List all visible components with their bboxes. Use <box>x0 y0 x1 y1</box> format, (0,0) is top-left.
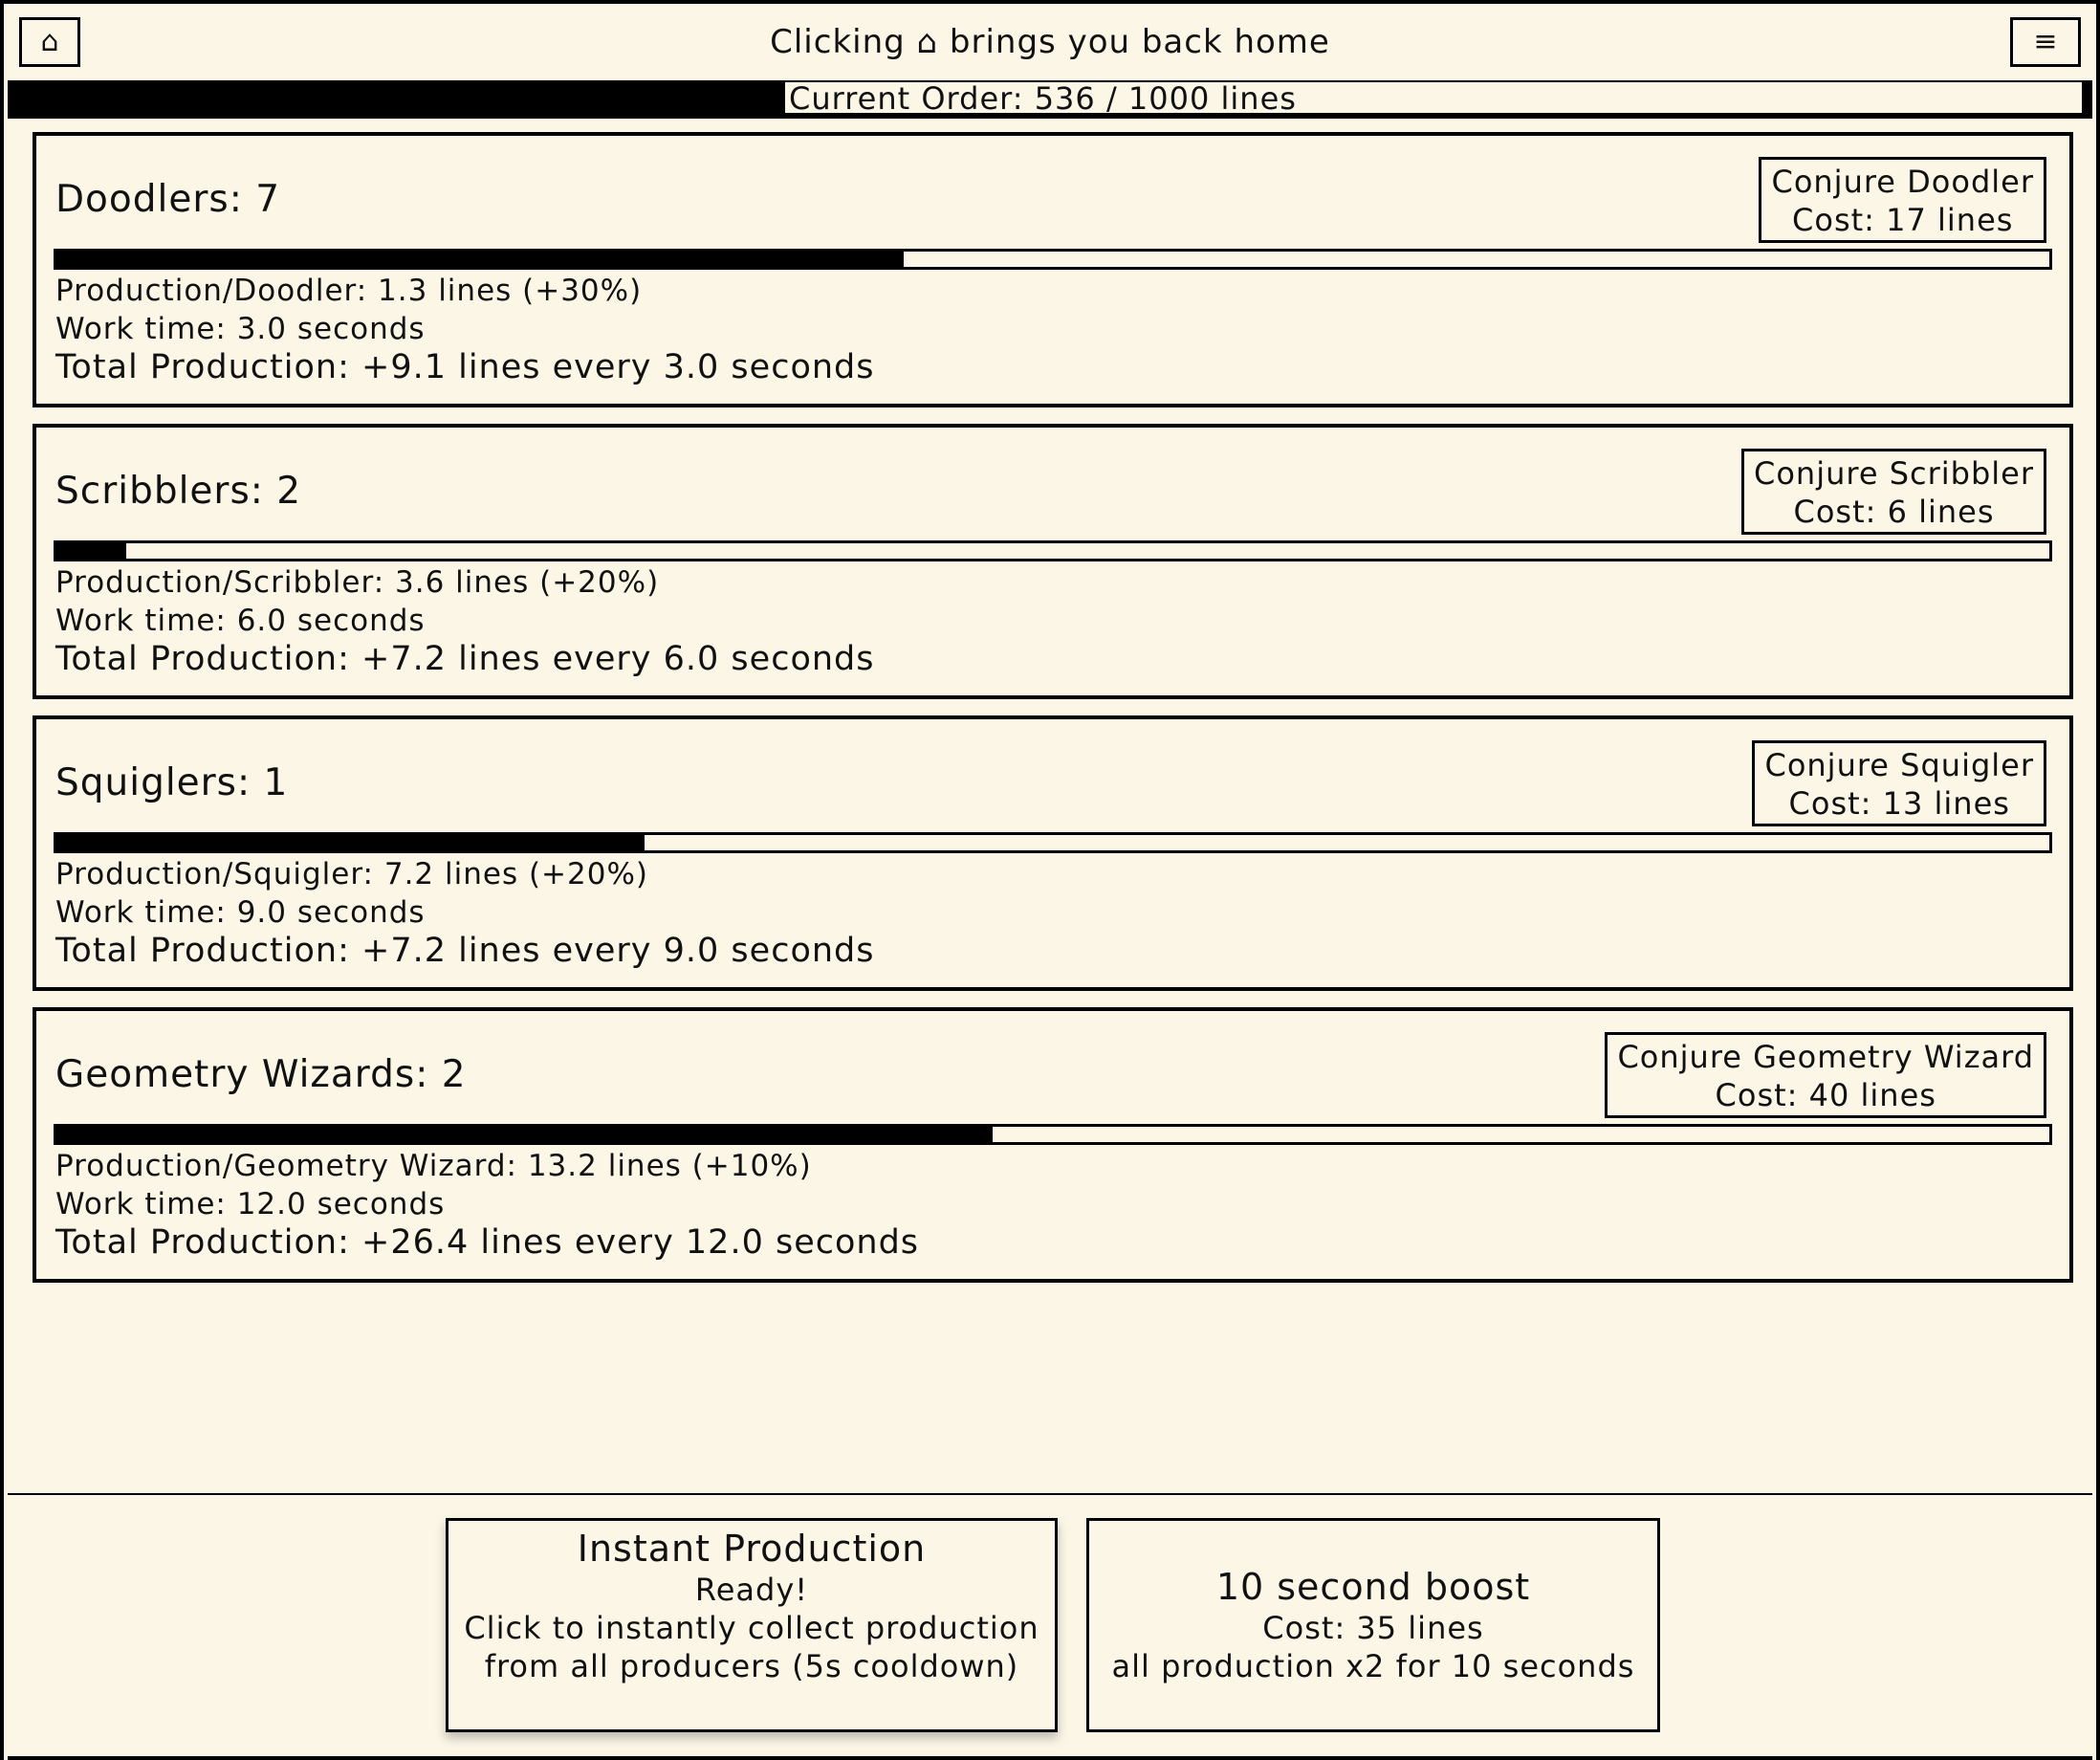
work-time: Work time: 6.0 seconds <box>55 604 426 638</box>
total-production: Total Production: +26.4 lines every 12.0 seconds <box>55 1223 920 1262</box>
total-production: Total Production: +7.2 lines every 9.0 seconds <box>55 932 875 970</box>
producer-card-scribblers <box>33 424 2073 699</box>
action-title: Instant Production <box>577 1528 927 1570</box>
producer-list <box>33 132 2073 1299</box>
menu-button[interactable] <box>2010 17 2081 67</box>
conjure-squigler-button[interactable] <box>1752 740 2046 826</box>
total-production: Total Production: +7.2 lines every 6.0 seconds <box>55 640 875 678</box>
order-box <box>782 80 2085 116</box>
bottom-border <box>8 1756 2092 1760</box>
buy-button-cost: Cost: 6 lines <box>1793 494 1995 530</box>
buy-button-cost: Cost: 17 lines <box>1792 202 2014 238</box>
buy-button-cost: Cost: 40 lines <box>1715 1077 1936 1113</box>
producer-card-geometry-wizards <box>33 1007 2073 1283</box>
work-time: Work time: 12.0 seconds <box>55 1187 446 1221</box>
producer-title: Doodlers: 7 <box>55 178 281 221</box>
work-progress-bar <box>54 1124 2052 1145</box>
work-progress-bar <box>54 540 2052 561</box>
work-progress-fill <box>56 543 126 559</box>
top-bar <box>8 8 2092 78</box>
buy-button-label: Conjure Squigler <box>1764 747 2034 783</box>
buy-button-label: Conjure Geometry Wizard <box>1617 1039 2034 1075</box>
producer-title: Squiglers: 1 <box>55 761 289 804</box>
instant-production-button[interactable] <box>446 1518 1058 1732</box>
action-description: Click to instantly collect production from all producers (5s cooldown) <box>464 1610 1039 1684</box>
conjure-geometry-wizard-button[interactable] <box>1605 1032 2046 1118</box>
work-progress-fill <box>56 1127 993 1142</box>
conjure-doodler-button[interactable] <box>1759 157 2046 243</box>
action-status: Ready! <box>694 1572 809 1608</box>
work-progress-fill <box>56 252 904 267</box>
work-progress-bar <box>54 832 2052 853</box>
action-cost: Cost: 35 lines <box>1262 1610 1484 1646</box>
buy-button-label: Conjure Doodler <box>1771 164 2034 200</box>
buy-button-label: Conjure Scribbler <box>1754 455 2034 492</box>
home-icon: ⌂ <box>40 25 59 58</box>
work-progress-bar <box>54 249 2052 270</box>
producer-title: Scribblers: 2 <box>55 470 302 513</box>
order-progress-bar <box>8 80 2092 119</box>
production-per-unit: Production/Scribbler: 3.6 lines (+20%) <box>55 565 660 600</box>
production-per-unit: Production/Squigler: 7.2 lines (+20%) <box>55 857 649 891</box>
page-title: Clicking ⌂ brings you back home <box>770 23 1330 61</box>
ten-second-boost-button[interactable] <box>1086 1518 1660 1732</box>
work-time: Work time: 9.0 seconds <box>55 895 426 930</box>
conjure-scribbler-button[interactable] <box>1741 449 2046 535</box>
work-progress-fill <box>56 835 645 850</box>
action-description: all production x2 for 10 seconds <box>1111 1648 1635 1684</box>
action-title: 10 second boost <box>1215 1566 1531 1608</box>
production-per-unit: Production/Geometry Wizard: 13.2 lines (+10%) <box>55 1149 812 1183</box>
producer-card-doodlers <box>33 132 2073 407</box>
producer-title: Geometry Wizards: 2 <box>55 1053 467 1096</box>
action-bar <box>8 1495 2092 1760</box>
production-per-unit: Production/Doodler: 1.3 lines (+30%) <box>55 274 643 308</box>
total-production: Total Production: +9.1 lines every 3.0 seconds <box>55 348 875 386</box>
buy-button-cost: Cost: 13 lines <box>1788 785 2010 822</box>
menu-icon: ≡ <box>2033 25 2058 58</box>
current-order-text: Current Order: 536 / 1000 lines <box>789 80 1297 117</box>
work-time: Work time: 3.0 seconds <box>55 312 426 346</box>
producer-card-squiglers <box>33 715 2073 991</box>
